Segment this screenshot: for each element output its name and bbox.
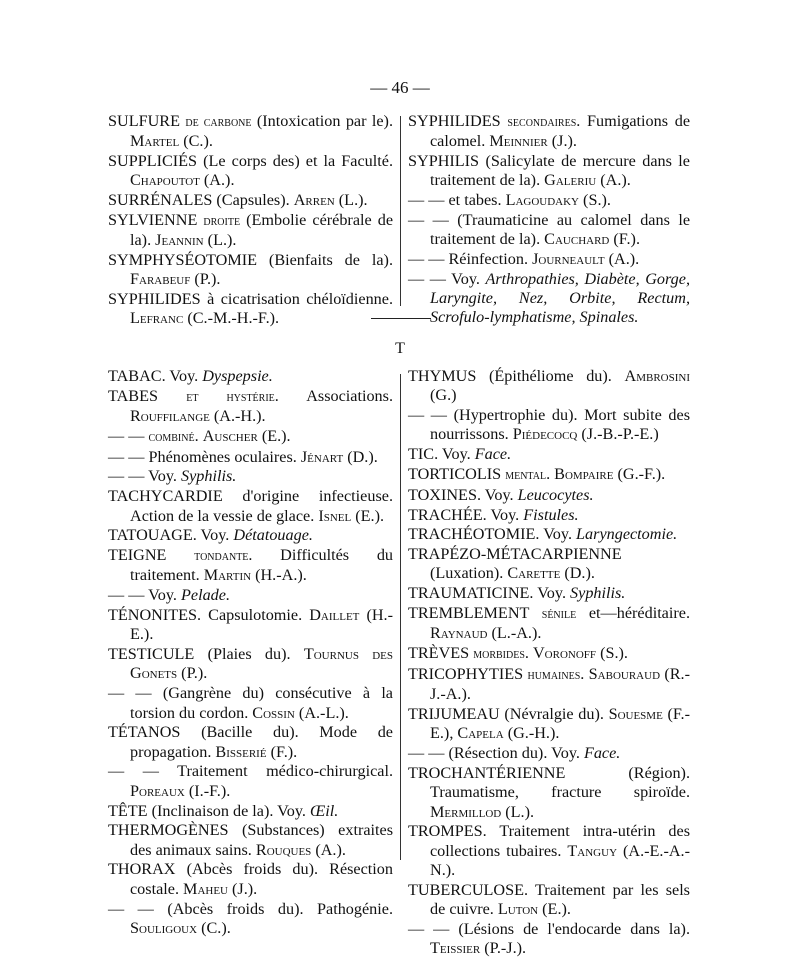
- entry-description: . Voy.: [434, 445, 475, 464]
- entry-heading: TIC: [408, 445, 435, 464]
- index-entry: [408, 152, 690, 191]
- entry-heading: TATOUAGE: [108, 526, 193, 545]
- entry-author: Daillet (H.-E.).: [130, 606, 393, 644]
- entry-qualifier: humaines: [527, 666, 581, 683]
- entry-author: Bompaire (G.-F.).: [554, 464, 666, 483]
- entry-heading: TABAC: [108, 367, 162, 385]
- entry-heading: THERMOGÈNES: [108, 821, 229, 840]
- index-entry: [108, 191, 393, 210]
- index-entry: [108, 112, 393, 152]
- entry-author: Cauchard (F.).: [544, 230, 640, 249]
- entry-description: Traitement médico-chirurgical.: [158, 762, 393, 781]
- index-entry: [108, 427, 393, 447]
- entry-description: Voy.: [144, 586, 182, 605]
- index-entry: [108, 586, 393, 605]
- entry-heading: TESTICULE: [108, 645, 195, 664]
- entry-description: (Névralgie du).: [499, 705, 609, 724]
- entry-description: d'origine infectieuse. Action de la vessie de glace.: [130, 487, 393, 525]
- entry-heading: — —: [108, 586, 145, 605]
- entry-description: Réinfection.: [444, 250, 533, 269]
- entry-author: Farabeuf (P.).: [130, 270, 221, 289]
- index-entry: [408, 250, 690, 269]
- entry-author: Martel (C.).: [130, 132, 213, 151]
- index-column-bottom-left: [108, 367, 393, 939]
- entry-description: .: [546, 464, 555, 483]
- entry-author: Raynaud (L.-A.).: [430, 624, 542, 643]
- entry-cross-reference: Face.: [474, 445, 512, 464]
- entry-author: Lagoudaky (S.).: [505, 191, 611, 210]
- index-entry: [408, 545, 690, 584]
- index-entry: [408, 211, 690, 250]
- entry-heading: TRÈVES: [408, 644, 470, 663]
- entry-cross-reference: Face.: [583, 744, 621, 763]
- entry-description: . Difficultés du traitement.: [130, 546, 394, 585]
- entry-heading: TRAPÉZO-MÉTACARPIENNE: [408, 545, 622, 564]
- entry-description: (Traumaticine au calomel dans le traitement de la).: [430, 210, 691, 249]
- entry-author: Auscher (E.).: [202, 426, 291, 445]
- entry-description: (Hypertrophie du). Mort subite des nourrissons.: [430, 406, 690, 444]
- index-entry: [108, 290, 393, 329]
- index-entry: [408, 486, 690, 505]
- entry-heading: SURRÉNALES: [108, 191, 213, 210]
- entry-heading: TROCHANTÉRIENNE: [408, 763, 566, 782]
- entry-heading: — —: [108, 467, 145, 486]
- entry-author: Luton (E.).: [497, 900, 571, 919]
- index-entry: [108, 860, 393, 899]
- entry-cross-reference: Arthropathies, Diabète, Gorge, Laryngite, Nez, Orbite, Rectum, Scrofulo-lymphatisme, Spinales.: [430, 269, 690, 327]
- index-entry: [108, 526, 393, 545]
- index-column-top-right: [408, 112, 690, 328]
- entry-cross-reference: Leucocytes.: [517, 485, 594, 504]
- index-entry: [108, 211, 393, 251]
- entry-cross-reference: Fistules.: [523, 505, 579, 524]
- entry-description: (Abcès froids du). Pathogénie.: [153, 899, 393, 918]
- entry-description: . Voy.: [192, 526, 234, 545]
- entry-heading: TÉTANOS: [108, 723, 181, 742]
- index-entry: [108, 802, 393, 821]
- entry-qualifier: morbides: [473, 646, 525, 663]
- index-entry: [108, 387, 393, 427]
- entry-heading: SULFURE: [108, 112, 180, 130]
- entry-description: . Voy.: [482, 505, 524, 524]
- column-divider-bottom: [400, 374, 401, 860]
- entry-qualifier: et hystérie: [186, 388, 275, 405]
- entry-author: Souesme (F.-E.), Capela (G.-H.).: [430, 705, 690, 743]
- entry-heading: — —: [408, 269, 446, 288]
- index-entry: [408, 705, 690, 744]
- index-entry: [108, 684, 393, 723]
- page-number: — 46 —: [370, 78, 430, 97]
- entry-heading: SYPHILIS: [408, 152, 480, 171]
- entry-heading: — —: [108, 447, 145, 466]
- index-entry: [108, 152, 393, 191]
- entry-description: (Plaies du).: [194, 645, 304, 664]
- entry-author: Arren (L.).: [293, 191, 368, 210]
- entry-author: Journeault (A.).: [532, 250, 640, 269]
- entry-cross-reference: Laryngectomie.: [576, 525, 678, 544]
- entry-heading: — —: [408, 210, 449, 229]
- entry-qualifier: droite: [203, 212, 241, 229]
- entry-author: Meinnier (J.).: [489, 132, 577, 151]
- entry-description: Phénomènes oculaires.: [144, 447, 301, 466]
- entry-heading: TÉNONITES: [108, 606, 198, 625]
- index-entry: [408, 525, 690, 544]
- entry-heading: SYMPHYSÉOTOMIE: [108, 251, 258, 270]
- entry-author: Isnel (E.).: [318, 506, 385, 525]
- entry-author: Jeannin (L.).: [155, 231, 237, 250]
- entry-description: .: [580, 664, 589, 683]
- entry-author: Rouffilange (A.-H.).: [130, 407, 266, 426]
- index-entry: [108, 367, 393, 386]
- entry-heading: — —: [108, 899, 154, 918]
- index-column-bottom-right: [408, 367, 690, 959]
- index-entry: [108, 467, 393, 486]
- index-entry: [408, 920, 690, 959]
- index-entry: [108, 723, 393, 762]
- entry-description: . Voy.: [529, 584, 571, 603]
- entry-description: (Gangrène du) consécutive à la torsion du cordon.: [130, 684, 393, 722]
- entry-heading: — —: [408, 191, 445, 210]
- entry-author: Poreaux (I.-F.).: [130, 781, 231, 800]
- entry-description: et tabes.: [444, 191, 506, 210]
- column-divider-top: [400, 116, 401, 306]
- entry-author: Rouques (A.).: [255, 840, 346, 859]
- index-entry: [108, 251, 393, 290]
- entry-description: (Bienfaits de la).: [257, 251, 393, 270]
- entry-qualifier: secondaires: [507, 114, 577, 130]
- entry-description: (Capsules).: [212, 191, 294, 210]
- entry-heading: TROMPES: [408, 822, 483, 841]
- entry-description: . Fumigations de calomel.: [430, 112, 690, 151]
- entry-description: (Le corps des) et la Faculté.: [197, 152, 393, 171]
- entry-description: . Traitement intra-utérin des collections tubaires.: [430, 822, 690, 860]
- index-entry: [408, 744, 690, 763]
- entry-description: .: [194, 426, 203, 445]
- entry-heading: — —: [408, 250, 445, 269]
- entry-heading: TÊTE: [108, 801, 148, 820]
- entry-heading: TRAUMATICINE: [408, 584, 530, 603]
- entry-qualifier: tondante: [194, 548, 249, 565]
- entry-heading: TRACHÉOTOMIE: [408, 525, 536, 544]
- entry-author: Carette (D.).: [507, 564, 595, 583]
- entry-author: Mermillod (L.).: [430, 802, 535, 821]
- index-entry: [108, 487, 393, 526]
- entry-heading: TOXINES: [408, 485, 477, 504]
- entry-cross-reference: Dyspepsie.: [202, 367, 273, 385]
- entry-description: (Embolie cérébrale de la).: [130, 210, 394, 250]
- entry-cross-reference: Pelade.: [181, 586, 231, 605]
- entry-qualifier: de carbone: [185, 114, 252, 130]
- entry-heading: THYMUS: [408, 367, 477, 385]
- entry-description: (Salicylate de mercure dans le traitement de la).: [430, 152, 690, 190]
- entry-heading: TUBERCULOSE: [408, 880, 525, 899]
- index-column-top-left: [108, 112, 393, 329]
- entry-description: (Bacille du). Mode de propagation.: [130, 723, 393, 761]
- entry-heading: — —: [408, 919, 450, 938]
- entry-description: . Voy.: [535, 525, 577, 544]
- index-entry: [108, 448, 393, 467]
- entry-description: . Traitement par les sels de cuivre.: [430, 880, 690, 919]
- entry-author: Chapoutot (A.).: [130, 171, 235, 190]
- entry-author: Ambrosini (G.): [430, 367, 690, 405]
- entry-heading: TORTICOLIS: [408, 464, 502, 483]
- entry-author: Tanguy (A.-E.-A.-N.).: [430, 841, 690, 879]
- index-entry: [108, 900, 393, 939]
- entry-description: Voy.: [445, 269, 486, 288]
- entry-description: (Lésions de l'endocarde dans la).: [449, 919, 690, 938]
- entry-qualifier: mental: [505, 466, 547, 483]
- entry-description: . Voy.: [161, 367, 203, 385]
- entry-cross-reference: Syphilis.: [181, 467, 237, 486]
- index-entry: [408, 665, 690, 705]
- index-entry: [408, 191, 690, 210]
- section-letter: T: [395, 340, 405, 357]
- entry-heading: — —: [408, 744, 445, 763]
- entry-qualifier: combiné: [148, 428, 195, 445]
- index-entry: [408, 604, 690, 644]
- entry-heading: SYLVIENNE: [108, 210, 198, 229]
- entry-heading: TABES: [108, 386, 158, 405]
- entry-description: (Région). Traumatisme, fracture spiroïde.: [430, 763, 690, 802]
- entry-heading: — —: [108, 684, 152, 703]
- index-entry: [408, 367, 690, 406]
- entry-description: (Abcès froids du). Résection costale.: [130, 860, 393, 898]
- index-entry: [408, 584, 690, 603]
- entry-heading: SYPHILIDES: [108, 290, 201, 309]
- index-entry: [108, 546, 393, 586]
- index-entry: [408, 406, 690, 445]
- entry-qualifier: sénile: [541, 606, 577, 623]
- entry-description: (Inclinaison de la). Voy.: [147, 801, 311, 820]
- index-entry: [108, 762, 393, 801]
- entry-heading: TRICOPHYTIES: [408, 664, 524, 683]
- index-entry: [408, 506, 690, 525]
- entry-author: Galeriu (A.).: [544, 171, 631, 190]
- entry-description: (Substances) extraites des animaux sains.: [130, 821, 393, 859]
- entry-description: .: [524, 644, 533, 663]
- entry-author: Piédecocq (J.-B.-P.-E.): [512, 425, 659, 444]
- entry-heading: SYPHILIDES: [408, 112, 501, 130]
- entry-description: à cicatrisation chéloïdienne.: [200, 290, 393, 309]
- entry-description: . Voy.: [476, 485, 518, 504]
- entry-heading: TRIJUMEAU: [408, 705, 500, 724]
- entry-description: (Intoxication par le).: [251, 112, 393, 130]
- entry-heading: THORAX: [108, 860, 176, 879]
- entry-heading: TRACHÉE: [408, 505, 483, 524]
- entry-author: Voronoff (S.).: [532, 644, 628, 663]
- entry-description: . Capsulotomie.: [197, 606, 310, 625]
- entry-author: Teissier (P.-J.).: [430, 939, 527, 958]
- entry-heading: — —: [108, 426, 145, 445]
- entry-description: (Résection du). Voy.: [444, 744, 584, 763]
- entry-heading: SUPPLICIÉS: [108, 152, 198, 171]
- index-entry: [408, 822, 690, 880]
- index-entry: [108, 821, 393, 860]
- index-entry: [108, 606, 393, 645]
- entry-heading: TEIGNE: [108, 546, 167, 565]
- entry-author: Souligoux (C.).: [130, 918, 231, 937]
- index-entry: [108, 645, 393, 684]
- index-entry: [408, 112, 690, 152]
- index-entry: [408, 445, 690, 464]
- entry-description: et—héréditaire.: [576, 604, 690, 623]
- entry-description: Voy.: [144, 467, 182, 486]
- entry-heading: TREMBLEMENT: [408, 604, 530, 623]
- entry-description: . Associations.: [274, 386, 393, 405]
- entry-heading: — —: [408, 406, 447, 425]
- index-entry: [408, 881, 690, 920]
- entry-heading: TACHYCARDIE: [108, 487, 223, 506]
- index-entry: [408, 644, 690, 664]
- entry-author: Maheu (J.).: [183, 879, 258, 898]
- entry-author: Jénart (D.).: [300, 447, 378, 466]
- entry-cross-reference: Syphilis.: [570, 584, 626, 603]
- entry-author: Cossin (A.-L.).: [252, 703, 349, 722]
- entry-description: (Épithéliome du).: [476, 367, 625, 385]
- index-entry: [408, 270, 690, 328]
- index-entry: [408, 764, 690, 822]
- entry-cross-reference: Détatouage.: [233, 526, 313, 545]
- entry-author: Lefranc (C.-M.-H.-F.).: [130, 309, 280, 328]
- entry-author: Martin (H.-A.).: [203, 566, 307, 585]
- entry-description: (Luxation).: [430, 564, 508, 583]
- section-separator: [371, 318, 431, 319]
- entry-author: Bisserié (F.).: [215, 742, 298, 761]
- index-entry: [408, 465, 690, 485]
- entry-author: Sabouraud (R.-J.-A.).: [430, 664, 690, 704]
- entry-author: Tournus des Gonets (P.).: [130, 645, 393, 683]
- entry-cross-reference: Œil.: [310, 801, 339, 820]
- entry-heading: — —: [108, 762, 159, 781]
